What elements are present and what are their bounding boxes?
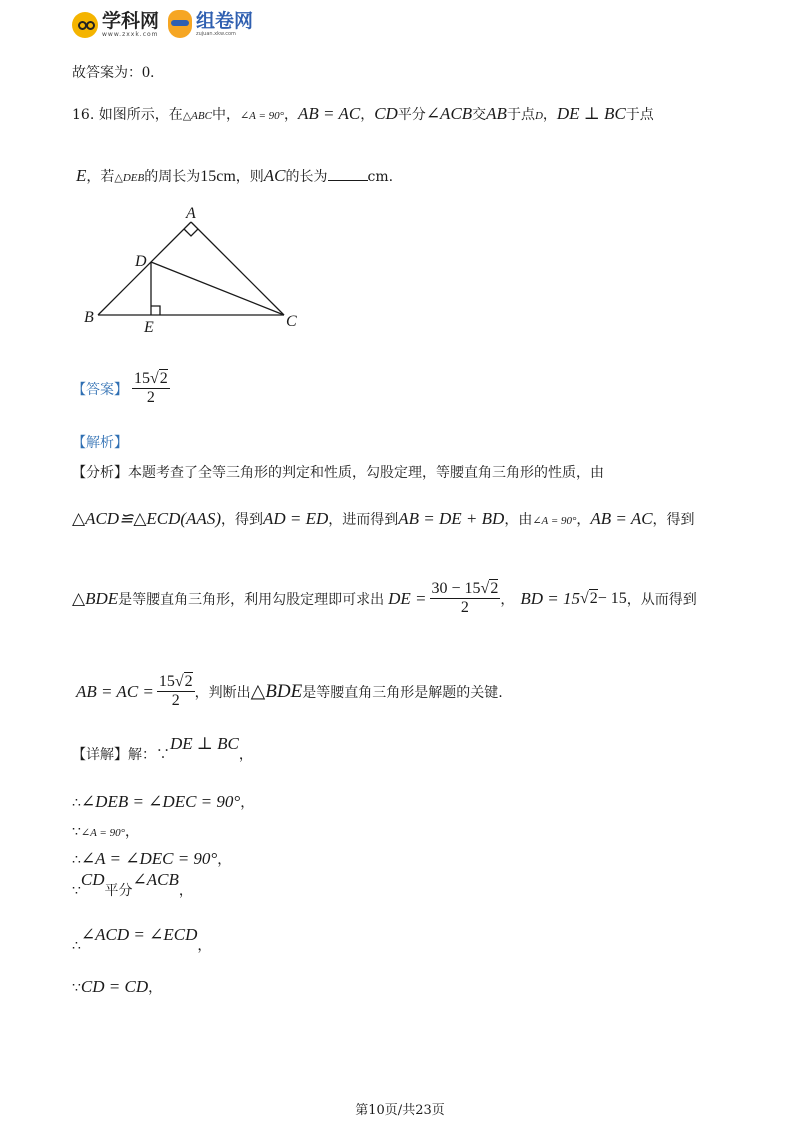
- answer-label: 【答案】: [72, 381, 128, 398]
- a-math: AB = AC =: [76, 681, 154, 701]
- step-symbol: ∴: [72, 852, 81, 868]
- step-math: CD = CD: [80, 977, 149, 996]
- triangle-figure: [76, 200, 316, 340]
- analysis-line-1: [72, 462, 604, 482]
- q-math: ∠ACB: [425, 104, 473, 123]
- label-d: D: [135, 253, 147, 270]
- zxxk-logo-icon: [72, 12, 98, 38]
- a-text: ，得到: [652, 512, 695, 528]
- a-text: ，进而得到: [328, 512, 399, 528]
- q-math: 15cm: [200, 168, 236, 185]
- a-math: △ACD≌△ECD(AAS): [72, 509, 221, 528]
- side-ac: [191, 222, 284, 315]
- step-math: ∠A = 90°: [80, 827, 125, 839]
- a-math: △BDE: [250, 681, 303, 703]
- analysis-line-3: △BDE 是等腰直角三角形，利用勾股定理即可求出 DE = $\frac{30 - 15√2}{2}$ ， BD = 15 √ 2 − 15 ，从而得到: [72, 580, 697, 617]
- zujuan-logo-text: 组卷网: [196, 9, 254, 32]
- segment-cd: [151, 262, 284, 315]
- de-num: 30 − 15: [431, 580, 481, 597]
- step-symbol: ∴: [72, 795, 81, 811]
- q-math: D: [534, 110, 543, 122]
- ab-fraction: $\frac{15√2}{2}$: [158, 673, 193, 710]
- a-math: AB = DE + BD: [398, 509, 505, 528]
- question-line-1: [72, 104, 654, 124]
- step-math: ∠ACD = ∠ECD: [80, 925, 198, 944]
- de-den: 2: [460, 599, 469, 617]
- analysis-line-2: [72, 509, 695, 529]
- q-math: AB = AC: [298, 104, 361, 123]
- zxxk-logo-text: 学科网: [102, 10, 160, 32]
- prev-answer: [72, 62, 154, 82]
- q-text: 于点: [506, 107, 535, 123]
- step-math: CD: [80, 870, 105, 889]
- right-angle-a: [184, 229, 198, 236]
- a-text: ，得到: [220, 512, 263, 528]
- prev-answer-label: 故答案为：: [72, 65, 142, 81]
- prev-answer-value: 0: [142, 64, 150, 81]
- q-text: 平分: [397, 107, 426, 123]
- ab-num-rad: 2: [184, 673, 193, 690]
- answer-line: [72, 370, 170, 408]
- analysis-heading: 【解析】: [72, 435, 128, 451]
- detail-step-1: [72, 792, 254, 812]
- step-symbol: ∵: [72, 980, 81, 996]
- a-text: ，: [500, 591, 515, 608]
- a-text: 是等腰直角三角形，利用勾股定理即可求出: [118, 591, 385, 608]
- answer-blank: [328, 168, 368, 181]
- step-text: 平分: [104, 883, 133, 899]
- q-text: ，若: [86, 169, 115, 185]
- q-text: 的长为: [285, 169, 328, 185]
- detail-intro: [72, 734, 253, 764]
- zujuan-logo: [168, 10, 253, 38]
- a-text: ，由: [504, 512, 533, 528]
- step-end: ，: [217, 852, 232, 868]
- label-a: A: [186, 205, 196, 222]
- a-text: ，判断出: [194, 684, 251, 701]
- step-end: ，: [240, 795, 255, 811]
- analysis-line-4: [76, 673, 503, 711]
- detail-step-2: [72, 821, 139, 841]
- answer-num-coef: 15: [134, 370, 150, 387]
- answer-num-rad: 2: [159, 370, 168, 387]
- step-end: ，: [148, 980, 163, 996]
- detail-math: DE ⊥ BC: [170, 734, 239, 753]
- step-end: ，: [124, 824, 139, 840]
- a-math-rad: 2: [589, 590, 598, 608]
- label-e: E: [144, 319, 154, 336]
- step-math: ∠DEB = ∠DEC = 90°: [80, 792, 241, 811]
- ab-num-coef: 15: [158, 673, 175, 690]
- label-c: C: [286, 313, 297, 330]
- step-math: ∠ACB: [132, 870, 179, 889]
- q-text: 交: [472, 107, 487, 123]
- q-math: △DEB: [114, 172, 145, 184]
- q-math: CD: [374, 104, 398, 123]
- a-math: DE =: [388, 588, 427, 608]
- detail-step-6: [72, 977, 162, 997]
- q-text: 于点: [625, 107, 654, 123]
- q-math: ∠A = 90°: [239, 110, 285, 122]
- a-math: − 15: [597, 589, 627, 607]
- analysis-text: 本题考查了全等三角形的判定和性质，勾股定理，等腰直角三角形的性质，由: [128, 465, 604, 481]
- prev-answer-end: .: [150, 65, 155, 81]
- ab-den: 2: [171, 692, 180, 710]
- label-b: B: [84, 309, 94, 326]
- question-line-2: [76, 166, 393, 186]
- a-math: AD = ED: [262, 509, 329, 528]
- de-fraction: $\frac{30 - 15√2}{2}$: [431, 580, 499, 617]
- step-symbol: ∴: [72, 938, 81, 954]
- step-end: ，: [178, 883, 193, 899]
- q-text: cm.: [367, 169, 394, 185]
- right-angle-e: [151, 306, 160, 315]
- detail-step-3: [72, 849, 231, 869]
- q-math: AB: [486, 104, 507, 123]
- q-math: AC: [263, 166, 286, 185]
- q-math: △ABC: [182, 110, 212, 122]
- q-text: ，: [542, 107, 557, 123]
- q-text: ，: [284, 107, 299, 123]
- q-text: 的周长为: [144, 169, 201, 185]
- detail-label: 【详解】: [72, 747, 128, 763]
- q-text: ，: [360, 107, 375, 123]
- question-number: 16.: [72, 107, 95, 123]
- zxxk-logo: [72, 12, 159, 38]
- detail-comma: ，: [238, 747, 253, 763]
- step-end: ，: [197, 938, 212, 954]
- answer-fraction: $\frac{15√2}{2}$: [134, 370, 168, 407]
- q-text: 中，: [211, 107, 240, 123]
- detail-step-4: [72, 870, 193, 900]
- a-math: BD = 15: [520, 588, 580, 608]
- a-math: AB = AC: [590, 509, 653, 528]
- step-symbol: ∵: [72, 883, 81, 899]
- analysis-label: 【分析】: [72, 465, 128, 481]
- detail-intro-text: 解：∵: [128, 747, 170, 763]
- step-math: ∠A = ∠DEC = 90°: [80, 849, 218, 868]
- page-number: 第10页/共23页: [355, 1103, 445, 1118]
- de-num-rad: 2: [490, 580, 499, 597]
- zxxk-logo-url: www.zxxk.com: [102, 31, 159, 38]
- a-math: ∠A = 90°: [532, 515, 577, 527]
- a-text: ，从而得到: [626, 591, 697, 608]
- q-math: E: [76, 166, 87, 185]
- zujuan-logo-url: zujuan.xkw.com: [196, 30, 236, 37]
- a-math: △BDE: [72, 588, 119, 608]
- q-text: 如图所示，在: [98, 107, 183, 123]
- step-symbol: ∵: [72, 824, 81, 840]
- q-text: ，则: [235, 169, 264, 185]
- zujuan-logo-icon: [168, 10, 192, 38]
- detail-step-5: [72, 925, 212, 955]
- answer-den: 2: [146, 389, 155, 407]
- a-text: ，: [576, 512, 591, 528]
- a-text: 是等腰直角三角形是解题的关键.: [302, 684, 503, 701]
- q-math: DE ⊥ BC: [556, 104, 626, 123]
